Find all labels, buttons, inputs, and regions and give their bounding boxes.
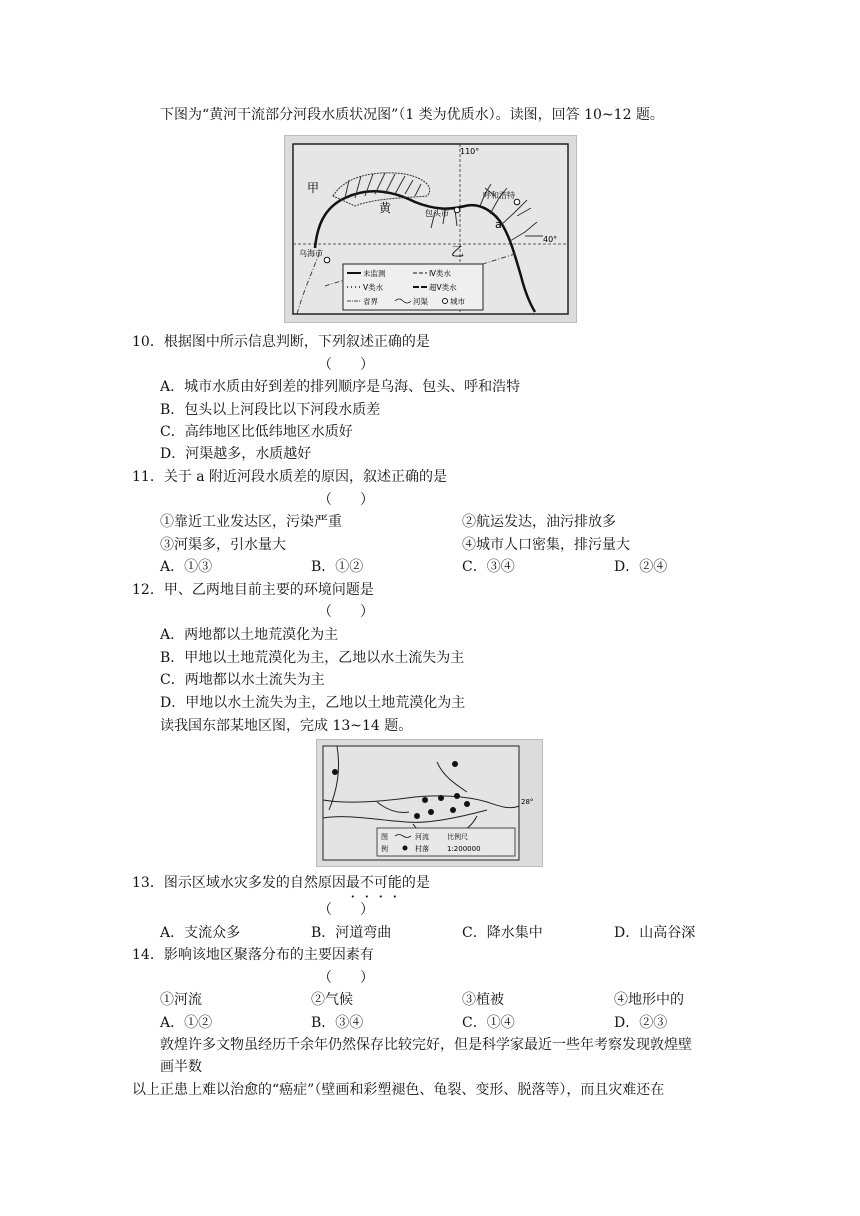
question-12-paren: （ ） <box>318 604 374 620</box>
question-12-option: D．甲地以水土流失为主，乙地以土地荒漠化为主 <box>160 695 466 711</box>
intro-text-2: 读我国东部某地区图，完成 13~14 题。 <box>160 718 413 734</box>
passage-line: 敦煌许多文物虽经历千余年仍然保存比较完好，但是科学家最近一些年考察发现敦煌壁 <box>160 1037 692 1053</box>
legend-tu: 图 <box>381 833 388 841</box>
question-10-option: C．高纬地区比低纬地区水质好 <box>160 424 353 440</box>
legend-item: 城市 <box>450 297 465 306</box>
longitude-label: 110° <box>460 147 480 156</box>
question-11-option: A．①③ <box>160 559 213 575</box>
latitude-label: 28° <box>521 798 534 806</box>
question-13-paren: （ ） <box>318 902 374 918</box>
question-14-item: ③植被 <box>462 992 504 1008</box>
a-label: a <box>495 218 502 231</box>
question-14-option: B．③④ <box>311 1015 364 1031</box>
legend-ratio: 1:200000 <box>447 845 481 853</box>
legend-river: 河流 <box>415 833 429 841</box>
question-13-option: C．降水集中 <box>462 925 543 941</box>
question-13-option: A．支流众多 <box>160 925 241 941</box>
question-11-item: ②航运发达，油污排放多 <box>462 514 616 530</box>
passage-line: 以上正患上难以治愈的“癌症”（壁画和彩塑褪色、龟裂、变形、脱落等），而且灾难还在 <box>132 1082 665 1098</box>
question-13-option: B．河道弯曲 <box>311 925 392 941</box>
city-hohhot-label: 呼和浩特 <box>483 191 515 200</box>
question-10-option: D．河渠越多，水质越好 <box>160 446 312 462</box>
question-14-option: A．①② <box>160 1015 213 1031</box>
question-11-option: B．①② <box>311 559 364 575</box>
question-11-option: D．②④ <box>614 559 668 575</box>
legend-item: Ⅳ类水 <box>429 269 451 278</box>
question-14-paren: （ ） <box>318 970 374 986</box>
question-12-stem: 12．甲、乙两地目前主要的环境问题是 <box>132 582 374 598</box>
question-10-stem: 10．根据图中所示信息判断，下列叙述正确的是 <box>132 334 430 350</box>
question-11-stem: 11．关于 a 附近河段水质差的原因，叙述正确的是 <box>132 469 448 485</box>
yellow-river-water-quality-map <box>284 135 577 323</box>
question-13-emphasis: 最不可能 <box>345 875 402 891</box>
question-10-paren: （ ） <box>318 357 374 373</box>
question-11-item: ①靠近工业发达区，污染严重 <box>160 514 342 530</box>
question-10-option: B．包头以上河段比以下河段水质差 <box>160 402 381 418</box>
question-12-option: A．两地都以土地荒漠化为主 <box>160 627 339 643</box>
question-11-option: C．③④ <box>462 559 515 575</box>
city-wuhai-label: 乌海市 <box>299 249 323 258</box>
question-14-stem: 14．影响该地区聚落分布的主要因素有 <box>132 947 374 963</box>
question-14-item: ②气候 <box>311 992 353 1008</box>
jia-label: 甲 <box>307 181 320 195</box>
question-14-item: ④地形中的 <box>614 992 684 1008</box>
passage-line: 画半数 <box>160 1059 202 1075</box>
legend-li: 例 <box>381 845 388 853</box>
legend-item: Ⅴ类水 <box>363 283 384 292</box>
question-14-item: ①河流 <box>160 992 202 1008</box>
legend-scale: 比例尺 <box>447 833 468 841</box>
legend-village: 村落 <box>415 845 429 853</box>
question-13-stem-post: 的是 <box>401 875 430 891</box>
river-label: 黄 <box>379 201 392 215</box>
city-baotou-label: 包头市 <box>425 209 449 218</box>
question-14-option: D．②③ <box>614 1015 668 1031</box>
question-11-paren: （ ） <box>318 492 374 508</box>
question-12-option: C．两地都以水土流失为主 <box>160 672 325 688</box>
legend-item: 超Ⅴ类水 <box>429 283 457 292</box>
question-13-stem-pre: 13．图示区域水灾多发的自然原因 <box>132 875 346 891</box>
question-13-option: D．山高谷深 <box>614 925 696 941</box>
question-11-item: ④城市人口密集，排污量大 <box>462 537 630 553</box>
question-14-option: C．①④ <box>462 1015 515 1031</box>
question-12-option: B．甲地以土地荒漠化为主，乙地以水土流失为主 <box>160 650 465 666</box>
latitude-label: 40° <box>543 235 558 244</box>
legend-item: 河渠 <box>413 297 428 306</box>
question-10-option: A．城市水质由好到差的排列顺序是乌海、包头、呼和浩特 <box>160 379 521 395</box>
eastern-china-region-map <box>316 739 543 867</box>
question-13-stem <box>132 874 430 892</box>
legend-item: 未监测 <box>363 269 386 278</box>
question-11-item: ③河渠多，引水量大 <box>160 537 286 553</box>
intro-text-1: 下图为“黄河干流部分河段水质状况图”（1 类为优质水）。读图，回答 10~12 题。 <box>160 107 664 123</box>
yi-label: 乙 <box>451 245 465 260</box>
legend-item: 省界 <box>363 297 378 306</box>
